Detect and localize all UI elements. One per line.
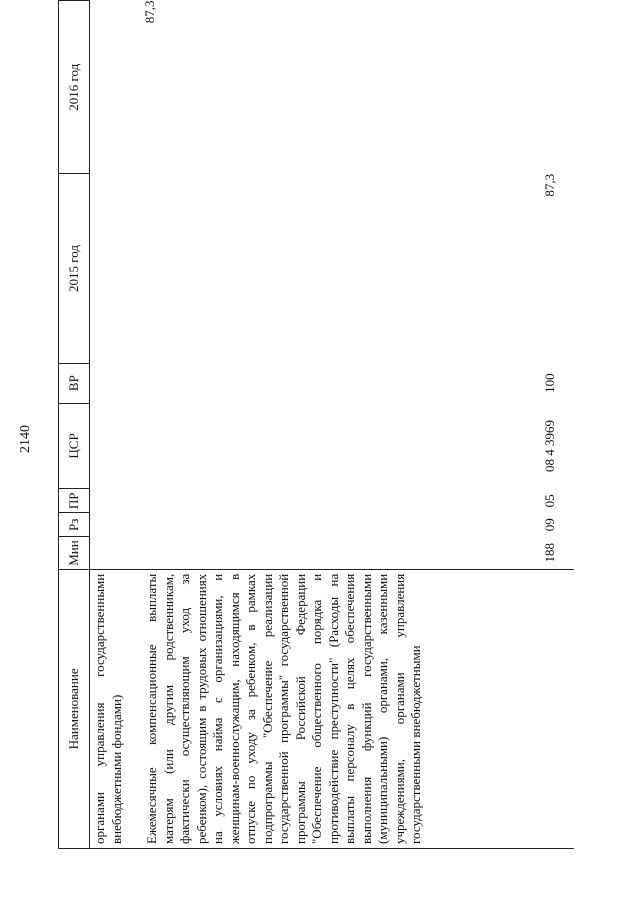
table-row	[142, 1, 574, 849]
row-2016	[90, 1, 143, 174]
header-name: Наименование	[59, 569, 90, 848]
header-rz: Рз	[59, 513, 90, 537]
header-csr: ЦСР	[59, 403, 90, 489]
budget-table	[58, 0, 574, 849]
table-row	[90, 1, 143, 849]
row-2015	[90, 174, 143, 363]
row-2016: 87,3	[142, 0, 157, 24]
header-vr: ВР	[59, 363, 90, 403]
row-csr	[90, 403, 143, 489]
row-min	[90, 537, 143, 569]
row-vr: 100	[542, 373, 557, 393]
row-rz: 09	[542, 518, 557, 532]
header-pr: ПР	[59, 489, 90, 513]
row-name-cell	[142, 569, 574, 848]
header-2016: 2016 год	[59, 1, 90, 174]
page-number: 2140	[18, 425, 33, 453]
row-name: Ежемесячные компенсационные выплаты матерям (или другим родственникам, фактически осуществляющим уход за ребенком), состоящим в трудовых отношениях на условиях найма с организациями, и женщинам-военнослужащим, находящимся в отпуске по уходу за ребенком, в рамках подпрограммы "Обеспечение реализации государственной программы" государственной программы Российской Федерации "Обеспечение общественного порядка и противодействие преступности" (Расходы на выплаты персоналу в целях обеспечения выполнения функций государственными (муниципальными) органами, казенными учреждениями, органами управления государственными внебюджетными	[144, 573, 423, 844]
table-header-row	[59, 1, 90, 849]
row-vr	[90, 363, 143, 403]
row-name: органами управления государственными внебюджетными фондами)	[92, 573, 124, 844]
header-min: Мин	[59, 537, 90, 569]
row-name-cell	[90, 569, 143, 848]
row-min: 188	[542, 543, 557, 563]
row-2015: 87,3	[542, 173, 557, 197]
header-2015: 2015 год	[59, 174, 90, 363]
row-rz	[90, 513, 143, 537]
row-pr: 05	[542, 494, 557, 508]
row-pr	[90, 489, 143, 513]
row-csr: 08 4 3969	[542, 419, 557, 472]
